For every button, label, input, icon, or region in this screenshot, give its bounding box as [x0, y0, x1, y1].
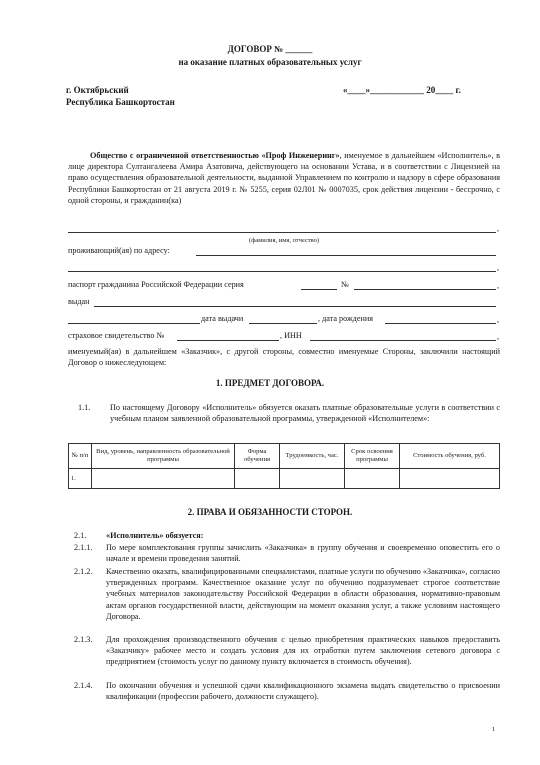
passport-series-line: [301, 289, 337, 290]
birth-date-line: [385, 323, 496, 324]
fio-caption: (фамилия, имя, отчество): [248, 237, 320, 244]
contract-date: «____»____________ 20____ г.: [343, 85, 461, 95]
table-header-row: [69, 444, 500, 469]
clause-text: Для прохождения производственного обучения с целью приобретения практических навыков предоставить «Заказчику» рабочее место и создать условия для их отработки путем заключения сетевого договора с предприятием (стоимость услуг по данному пункту включается в стоимость обучения).: [106, 635, 500, 667]
section-1-heading: 1. ПРЕДМЕТ ДОГОВОРА.: [215, 378, 325, 388]
col-header-hours: Трудоемкость, час.: [280, 444, 345, 469]
address-label: проживающий(ая) по адресу:: [68, 246, 170, 255]
passport-label: паспорт гражданина Российской Федерации серия: [68, 280, 244, 289]
clause-1-1-text: По настоящему Договору «Исполнитель» обязуется оказать платные образовательные услуги в соответствии с учебным планом заявленной образовательной программы, утвержденной «Исполнителем»:: [110, 403, 500, 424]
col-header-form: Форма обучения: [235, 444, 280, 469]
comma-mark: ,: [497, 224, 500, 233]
fio-line: [68, 232, 496, 233]
contract-subtitle: на оказание платных образовательных услуг: [178, 57, 362, 67]
intro-closing: именуемый(ая) в дальнейшем «Заказчик», с другой стороны, совместно именуемые Стороны, заключили настоящий Договор о нижеследующем:: [68, 347, 500, 368]
address-line-2: [68, 271, 496, 272]
intro-text: , именуемое в дальнейшем «Исполнитель», в лице директора Султангалеева Амира Азатовича, действующего на основании Устава, и в соответствии с Лицензией на право осуществления образовательной деятельности, выданной Управлением по контролю и надзору в сфере образования Республики Башкортостан от 21 августа 2019 г. № 5255, серия 02Л01 № 0007035, срок действия лицензии - бессрочно, с одной стороны, и гражданин(ка): [68, 151, 500, 205]
table-cell: [92, 469, 235, 489]
issued-label: выдан: [68, 297, 90, 306]
section-2-heading: 2. ПРАВА И ОБЯЗАННОСТИ СТОРОН.: [187, 507, 353, 517]
table-cell: 1.: [69, 469, 92, 489]
snils-label: страховое свидетельство №: [68, 331, 165, 340]
issue-date-label: дата выдачи: [201, 314, 244, 323]
comma-mark: ,: [497, 263, 500, 272]
col-header-number: № п/п: [69, 444, 92, 469]
clause-text: По окончании обучения и успешной сдачи квалификационного экзамена выдать свидетельство о присвоении квалификации (профессии рабочего, должности служащего).: [106, 681, 500, 702]
issued-line-2: [68, 323, 200, 324]
comma-mark: ,: [497, 281, 500, 290]
col-header-term: Срок освоения программы: [345, 444, 400, 469]
table-row: [69, 469, 500, 489]
intro-paragraph: [68, 150, 500, 206]
table-cell: [400, 469, 500, 489]
issue-date-line: [249, 323, 317, 324]
birth-date-label: , дата рождения: [318, 314, 374, 323]
clause-2-1-number: 2.1.: [74, 531, 87, 540]
clause-number: 2.1.4.: [74, 681, 93, 690]
city: г. Октябрьский: [66, 85, 129, 95]
clause-number: 2.1.2.: [74, 567, 93, 576]
passport-number-line: [354, 289, 496, 290]
clause-number: 2.1.1.: [74, 543, 93, 552]
executor-name: Общество с ограниченной ответственностью «Проф Инженеринг»: [90, 151, 340, 160]
inn-label: , ИНН: [280, 331, 302, 340]
page-number: 1: [492, 726, 496, 733]
col-header-cost: Стоимость обучения, руб.: [400, 444, 500, 469]
snils-line: [177, 340, 279, 341]
clause-text: По мере комплектования группы зачислить «Заказчика» в группу обучения и своевременно оповестить его о начале и времени проведения занятий.: [106, 543, 500, 564]
address-line: [196, 255, 496, 256]
clause-1-1-number: 1.1.: [78, 403, 91, 412]
passport-number-label: №: [341, 280, 349, 289]
table-cell: [280, 469, 345, 489]
col-header-program: Вид, уровень, направленность образовательной программы: [92, 444, 235, 469]
issued-line: [94, 306, 496, 307]
clause-text: Качественно оказать, квалифицированными специалистами, платные услуги по обучению «Заказчика», согласно утвержденных программ. Качественное оказание услуг по обучению подразумевает строгое соответствие учебных материалов законодательству Российской Федерации в области образования, нормативно-правовым актам органов государственной власти, действующим на момент оказания услуг, а также условиям настоящего Договора.: [106, 567, 500, 621]
program-table: [68, 443, 500, 489]
table-cell: [235, 469, 280, 489]
clause-number: 2.1.3.: [74, 635, 93, 644]
inn-line: [310, 340, 496, 341]
contract-title: ДОГОВОР № ______: [227, 44, 313, 54]
region: Республика Башкортостан: [66, 97, 175, 107]
comma-mark: ,: [497, 315, 500, 324]
comma-mark: ,: [497, 332, 500, 341]
clause-2-1-text: «Исполнитель» обязуется:: [106, 531, 204, 540]
table-cell: [345, 469, 400, 489]
